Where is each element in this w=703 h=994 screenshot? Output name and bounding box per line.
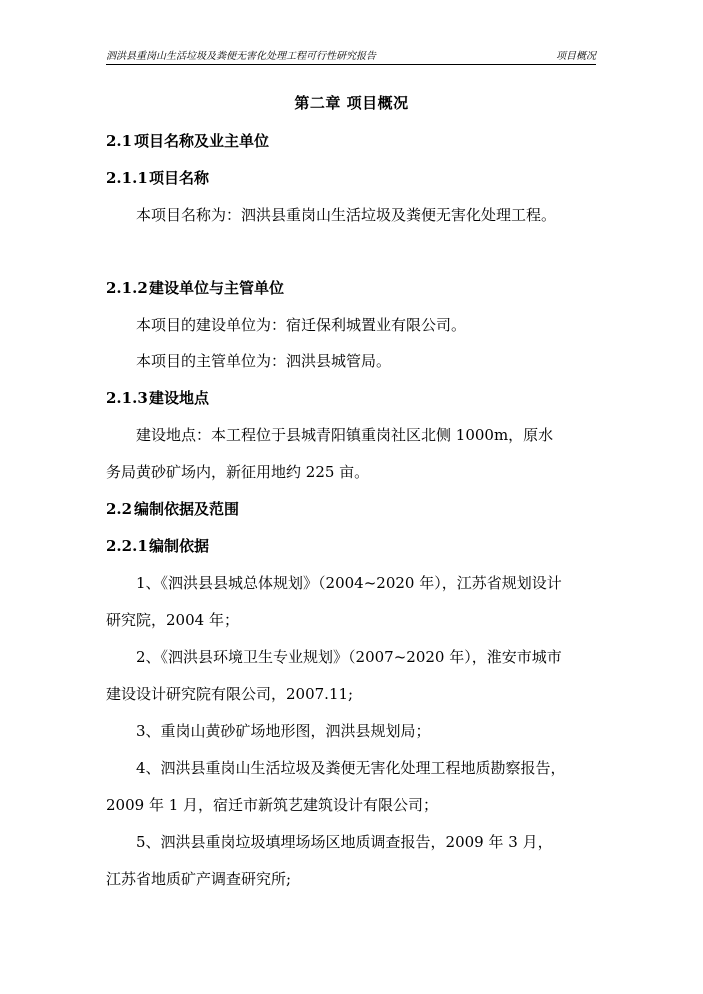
basis-item-3-line-1: 3、重岗山黄砂矿场地形图，泗洪县规划局；	[136, 722, 431, 740]
paragraph-builder: 本项目的建设单位为：宿迁保利城置业有限公司。	[136, 316, 467, 334]
basis-item-5-line-2: 江苏省地质矿产调查研究所;	[106, 870, 292, 888]
heading-2-1-1	[106, 168, 209, 188]
heading-text: 项目名称	[149, 169, 210, 187]
paragraph-location-line-2: 务局黄砂矿场内，新征用地约 225 亩。	[106, 463, 370, 481]
heading-number: 2.1.1	[106, 169, 148, 187]
paragraph-authority: 本项目的主管单位为：泗洪县城管局。	[136, 352, 392, 370]
chapter-title: 第二章 项目概况	[294, 94, 409, 112]
basis-item-1-line-2: 研究院，2004 年；	[106, 611, 239, 629]
basis-item-2-line-1: 2、《泗洪县环境卫生专业规划》（2007~2020 年），淮安市城市	[136, 648, 562, 666]
heading-number: 2.1	[106, 132, 133, 150]
heading-2-2-1	[106, 536, 209, 556]
heading-text: 建设地点	[149, 389, 210, 407]
basis-item-4-line-2: 2009 年 1 月，宿迁市新筑艺建筑设计有限公司；	[106, 796, 439, 814]
heading-2-1-2	[106, 278, 284, 298]
basis-item-1-line-1: 1、《泗洪县县城总体规划》（2004~2020 年），江苏省规划设计	[136, 574, 562, 592]
header-report-title: 泗洪县重岗山生活垃圾及粪便无害化处理工程可行性研究报告	[106, 51, 376, 62]
header-section-name: 项目概况	[556, 51, 596, 62]
basis-item-5-line-1: 5、泗洪县重岗垃圾填埋场场区地质调查报告，2009 年 3 月，	[136, 833, 553, 851]
heading-number: 2.2	[106, 500, 133, 518]
heading-number: 2.2.1	[106, 537, 148, 555]
heading-number: 2.1.3	[106, 389, 148, 407]
paragraph-location-line-1: 建设地点：本工程位于县城青阳镇重岗社区北侧 1000m，原水	[136, 426, 554, 444]
paragraph-project-name: 本项目名称为：泗洪县重岗山生活垃圾及粪便无害化处理工程。	[136, 206, 557, 224]
heading-text: 编制依据	[149, 537, 210, 555]
heading-text: 编制依据及范围	[134, 500, 240, 518]
heading-text: 建设单位与主管单位	[149, 279, 285, 297]
heading-2-1-3	[106, 388, 209, 408]
basis-item-4-line-1: 4、泗洪县重岗山生活垃圾及粪便无害化处理工程地质勘察报告，	[136, 759, 566, 777]
heading-2-1	[106, 131, 269, 151]
heading-2-2	[106, 499, 239, 519]
basis-item-2-line-2: 建设设计研究院有限公司，2007.11;	[106, 685, 354, 703]
running-header	[106, 50, 596, 65]
heading-text: 项目名称及业主单位	[134, 132, 270, 150]
heading-number: 2.1.2	[106, 279, 148, 297]
